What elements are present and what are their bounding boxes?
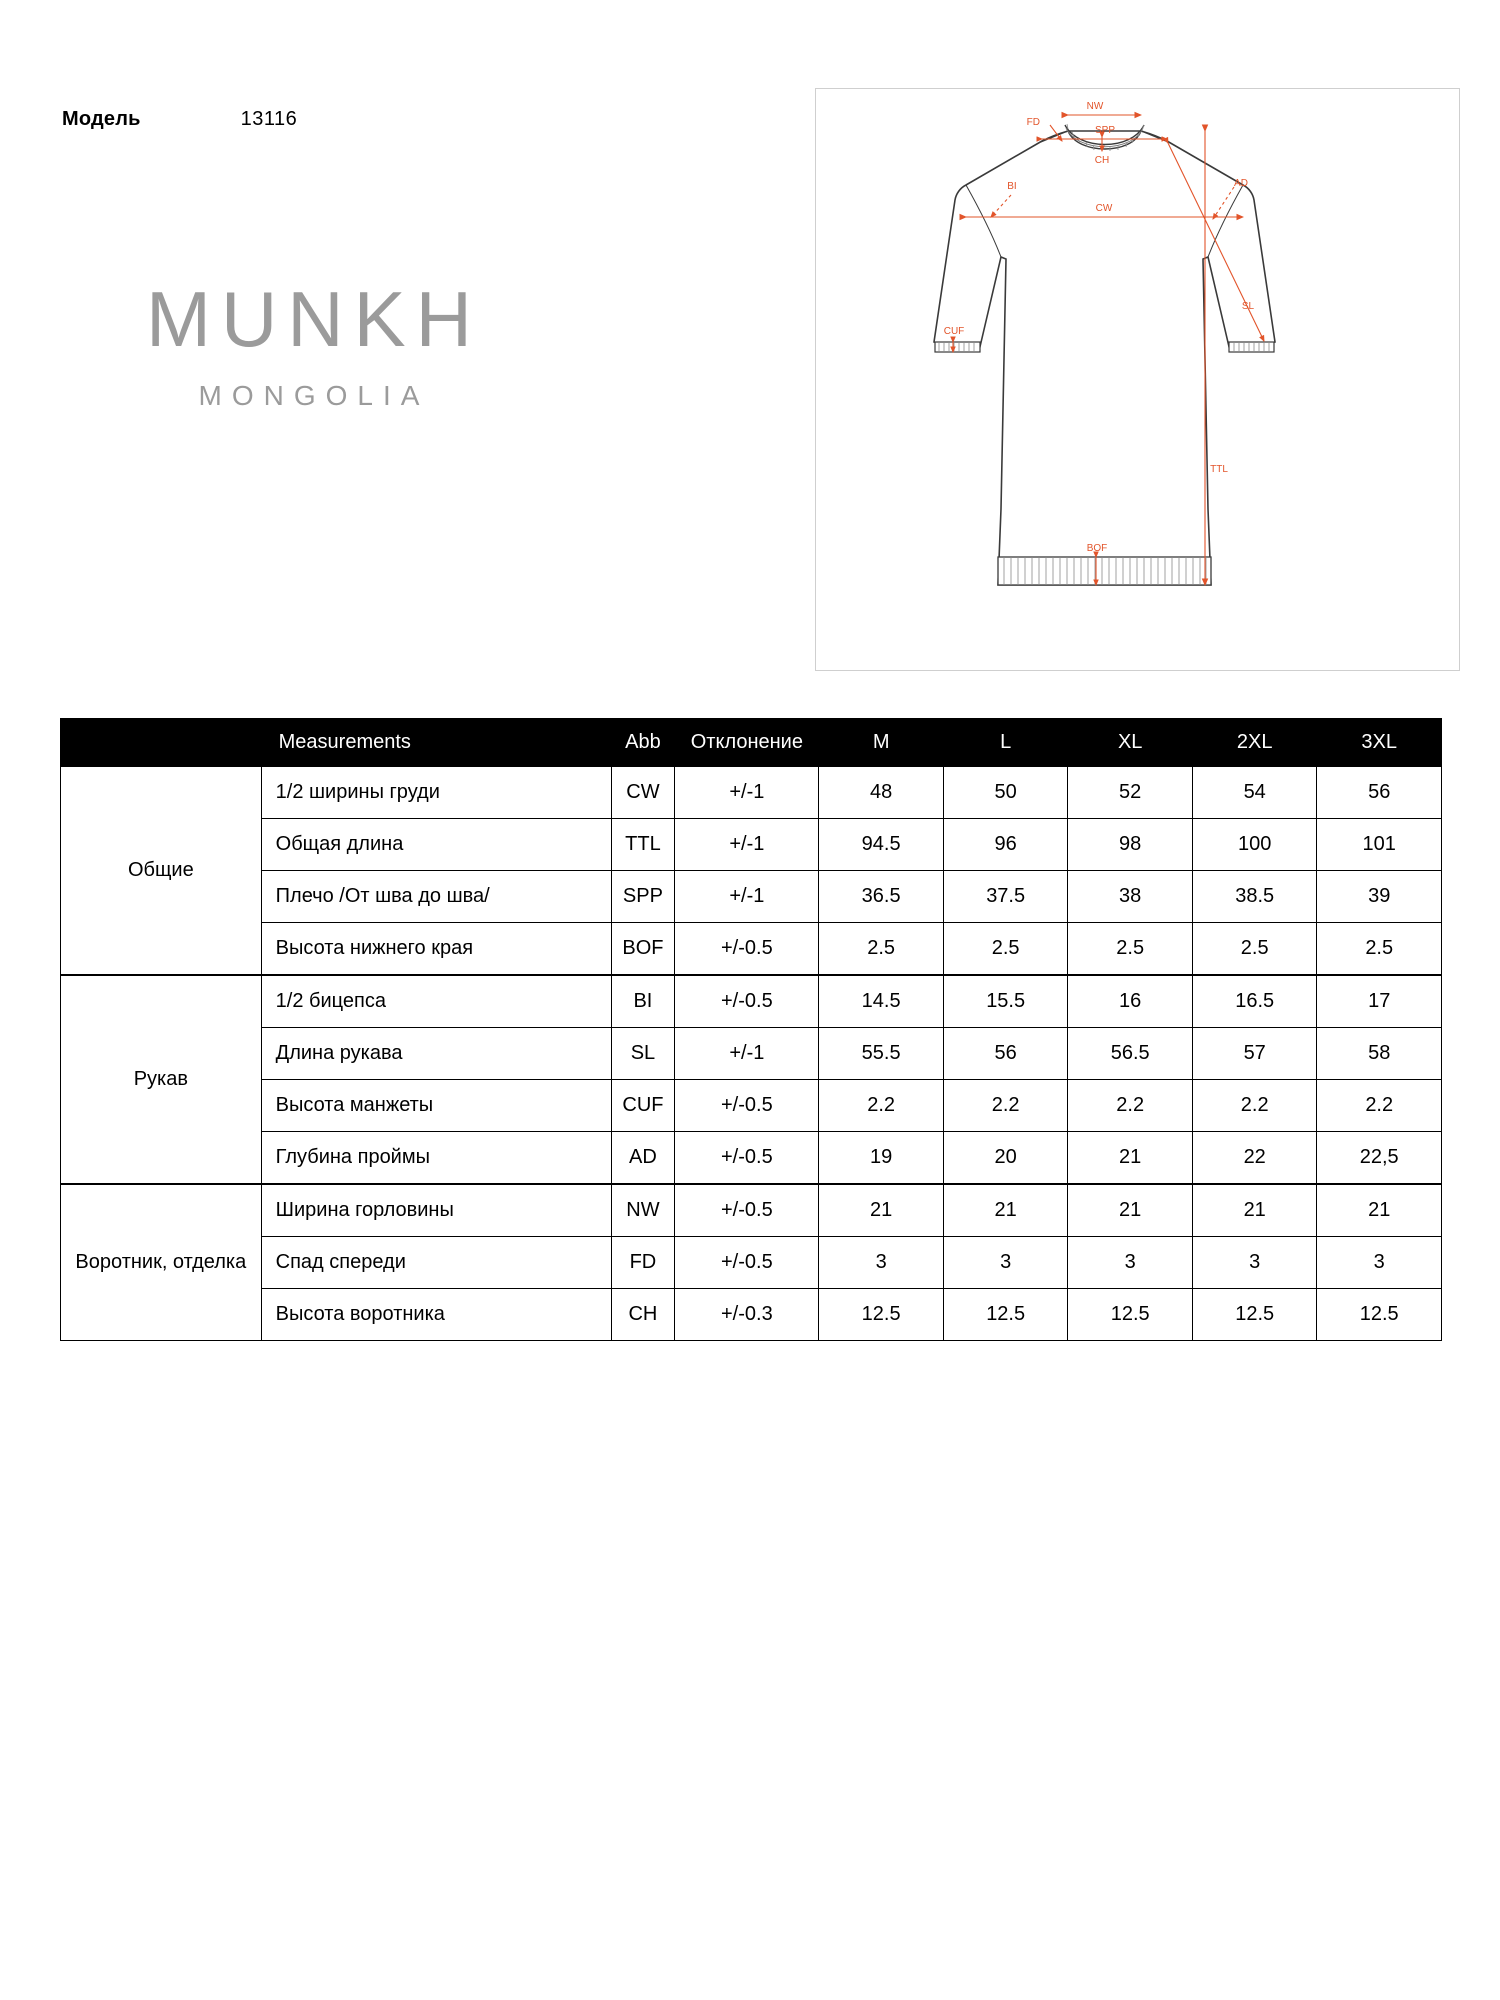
drawing-label-cuf: CUF <box>943 326 965 337</box>
model-label: Модель <box>62 108 141 130</box>
table-row <box>61 819 1442 871</box>
row-value-2xl: 2.2 <box>1192 1080 1317 1132</box>
row-value-m: 2.5 <box>819 923 944 976</box>
row-value-xl: 56.5 <box>1068 1028 1193 1080</box>
row-deviation: +/-0.5 <box>675 923 819 976</box>
row-deviation: +/-1 <box>675 871 819 923</box>
header-size-3xl: 3XL <box>1317 719 1442 767</box>
row-value-m: 21 <box>819 1184 944 1237</box>
brand-logo-subtitle: MONGOLIA <box>198 380 430 411</box>
table-row <box>61 1237 1442 1289</box>
row-value-m: 19 <box>819 1132 944 1185</box>
model-header <box>62 108 297 131</box>
row-value-xl: 21 <box>1068 1184 1193 1237</box>
row-value-l: 12.5 <box>943 1289 1068 1341</box>
row-abb: TTL <box>611 819 675 871</box>
measurements-table <box>60 718 1442 1341</box>
table-row <box>61 975 1442 1028</box>
row-value-3xl: 58 <box>1317 1028 1442 1080</box>
drawing-label-sl: SL <box>1241 301 1255 312</box>
row-name: Ширина горловины <box>261 1184 611 1237</box>
row-value-l: 50 <box>943 766 1068 819</box>
row-deviation: +/-1 <box>675 1028 819 1080</box>
row-name: 1/2 ширины груди <box>261 766 611 819</box>
drawing-label-cw: CW <box>1095 203 1113 214</box>
row-value-xl: 3 <box>1068 1237 1193 1289</box>
table-row <box>61 923 1442 976</box>
row-value-m: 55.5 <box>819 1028 944 1080</box>
row-deviation: +/-1 <box>675 766 819 819</box>
row-value-xl: 98 <box>1068 819 1193 871</box>
group-label-general: Общие <box>61 766 262 975</box>
row-value-2xl: 16.5 <box>1192 975 1317 1028</box>
row-value-l: 56 <box>943 1028 1068 1080</box>
header-size-2xl: 2XL <box>1192 719 1317 767</box>
row-abb: SL <box>611 1028 675 1080</box>
row-value-3xl: 21 <box>1317 1184 1442 1237</box>
row-name: Высота нижнего края <box>261 923 611 976</box>
row-value-l: 21 <box>943 1184 1068 1237</box>
drawing-label-bi: BI <box>1007 181 1017 192</box>
row-value-l: 20 <box>943 1132 1068 1185</box>
row-abb: BOF <box>611 923 675 976</box>
row-value-3xl: 101 <box>1317 819 1442 871</box>
row-value-2xl: 2.5 <box>1192 923 1317 976</box>
header-size-m: M <box>819 719 944 767</box>
row-name: 1/2 бицепса <box>261 975 611 1028</box>
row-value-2xl: 22 <box>1192 1132 1317 1185</box>
row-value-m: 36.5 <box>819 871 944 923</box>
row-value-xl: 2.2 <box>1068 1080 1193 1132</box>
row-deviation: +/-0.5 <box>675 1237 819 1289</box>
technical-drawing-panel <box>815 88 1460 671</box>
header-deviation: Отклонение <box>675 719 819 767</box>
row-value-m: 48 <box>819 766 944 819</box>
row-value-3xl: 56 <box>1317 766 1442 819</box>
row-name: Общая длина <box>261 819 611 871</box>
row-value-3xl: 3 <box>1317 1237 1442 1289</box>
row-name: Высота воротника <box>261 1289 611 1341</box>
row-value-2xl: 3 <box>1192 1237 1317 1289</box>
row-name: Спад спереди <box>261 1237 611 1289</box>
row-abb: CUF <box>611 1080 675 1132</box>
drawing-label-bof: BOF <box>1086 543 1108 554</box>
row-value-m: 3 <box>819 1237 944 1289</box>
header-abb: Abb <box>611 719 675 767</box>
row-value-3xl: 17 <box>1317 975 1442 1028</box>
row-value-l: 37.5 <box>943 871 1068 923</box>
row-value-3xl: 12.5 <box>1317 1289 1442 1341</box>
drawing-label-ad: AD <box>1234 178 1248 189</box>
row-value-l: 15.5 <box>943 975 1068 1028</box>
table-row <box>61 1080 1442 1132</box>
drawing-label-nw: NW <box>1086 101 1104 112</box>
row-abb: FD <box>611 1237 675 1289</box>
row-name: Длина рукава <box>261 1028 611 1080</box>
row-value-l: 3 <box>943 1237 1068 1289</box>
row-value-3xl: 22,5 <box>1317 1132 1442 1185</box>
group-label-sleeve: Рукав <box>61 975 262 1184</box>
row-value-2xl: 54 <box>1192 766 1317 819</box>
table-row <box>61 1184 1442 1237</box>
drawing-label-fd: FD <box>1026 117 1040 128</box>
row-abb: NW <box>611 1184 675 1237</box>
row-value-xl: 2.5 <box>1068 923 1193 976</box>
row-value-2xl: 57 <box>1192 1028 1317 1080</box>
header-size-xl: XL <box>1068 719 1193 767</box>
row-value-3xl: 2.2 <box>1317 1080 1442 1132</box>
row-value-2xl: 21 <box>1192 1184 1317 1237</box>
row-name: Глубина проймы <box>261 1132 611 1185</box>
drawing-label-ttl: TTL <box>1210 464 1228 475</box>
row-value-2xl: 12.5 <box>1192 1289 1317 1341</box>
row-abb: SPP <box>611 871 675 923</box>
row-value-2xl: 38.5 <box>1192 871 1317 923</box>
row-value-l: 2.2 <box>943 1080 1068 1132</box>
row-value-m: 12.5 <box>819 1289 944 1341</box>
brand-logo-name: MUNKH <box>146 275 482 363</box>
garment-technical-drawing <box>816 89 1459 670</box>
row-name: Плечо /От шва до шва/ <box>261 871 611 923</box>
row-value-2xl: 100 <box>1192 819 1317 871</box>
row-value-3xl: 39 <box>1317 871 1442 923</box>
row-deviation: +/-0.5 <box>675 1184 819 1237</box>
table-row <box>61 1289 1442 1341</box>
row-value-3xl: 2.5 <box>1317 923 1442 976</box>
model-number: 13116 <box>240 108 298 130</box>
row-value-xl: 52 <box>1068 766 1193 819</box>
row-deviation: +/-1 <box>675 819 819 871</box>
row-deviation: +/-0.3 <box>675 1289 819 1341</box>
table-row <box>61 1028 1442 1080</box>
brand-logo <box>104 275 524 412</box>
row-value-m: 2.2 <box>819 1080 944 1132</box>
row-abb: BI <box>611 975 675 1028</box>
row-abb: CW <box>611 766 675 819</box>
drawing-label-ch: CH <box>1094 155 1110 166</box>
table-header-row <box>61 719 1442 767</box>
row-deviation: +/-0.5 <box>675 1080 819 1132</box>
row-value-xl: 16 <box>1068 975 1193 1028</box>
table-row <box>61 1132 1442 1185</box>
group-label-collar: Воротник, отделка <box>61 1184 262 1341</box>
drawing-label-spp: SPP <box>1094 125 1116 136</box>
row-deviation: +/-0.5 <box>675 975 819 1028</box>
row-value-l: 2.5 <box>943 923 1068 976</box>
header-size-l: L <box>943 719 1068 767</box>
row-abb: CH <box>611 1289 675 1341</box>
row-value-xl: 38 <box>1068 871 1193 923</box>
row-deviation: +/-0.5 <box>675 1132 819 1185</box>
row-value-m: 14.5 <box>819 975 944 1028</box>
row-value-l: 96 <box>943 819 1068 871</box>
row-value-xl: 21 <box>1068 1132 1193 1185</box>
table-row <box>61 871 1442 923</box>
row-value-m: 94.5 <box>819 819 944 871</box>
table-row <box>61 766 1442 819</box>
row-value-xl: 12.5 <box>1068 1289 1193 1341</box>
header-measurements: Measurements <box>61 719 612 767</box>
row-name: Высота манжеты <box>261 1080 611 1132</box>
row-abb: AD <box>611 1132 675 1185</box>
